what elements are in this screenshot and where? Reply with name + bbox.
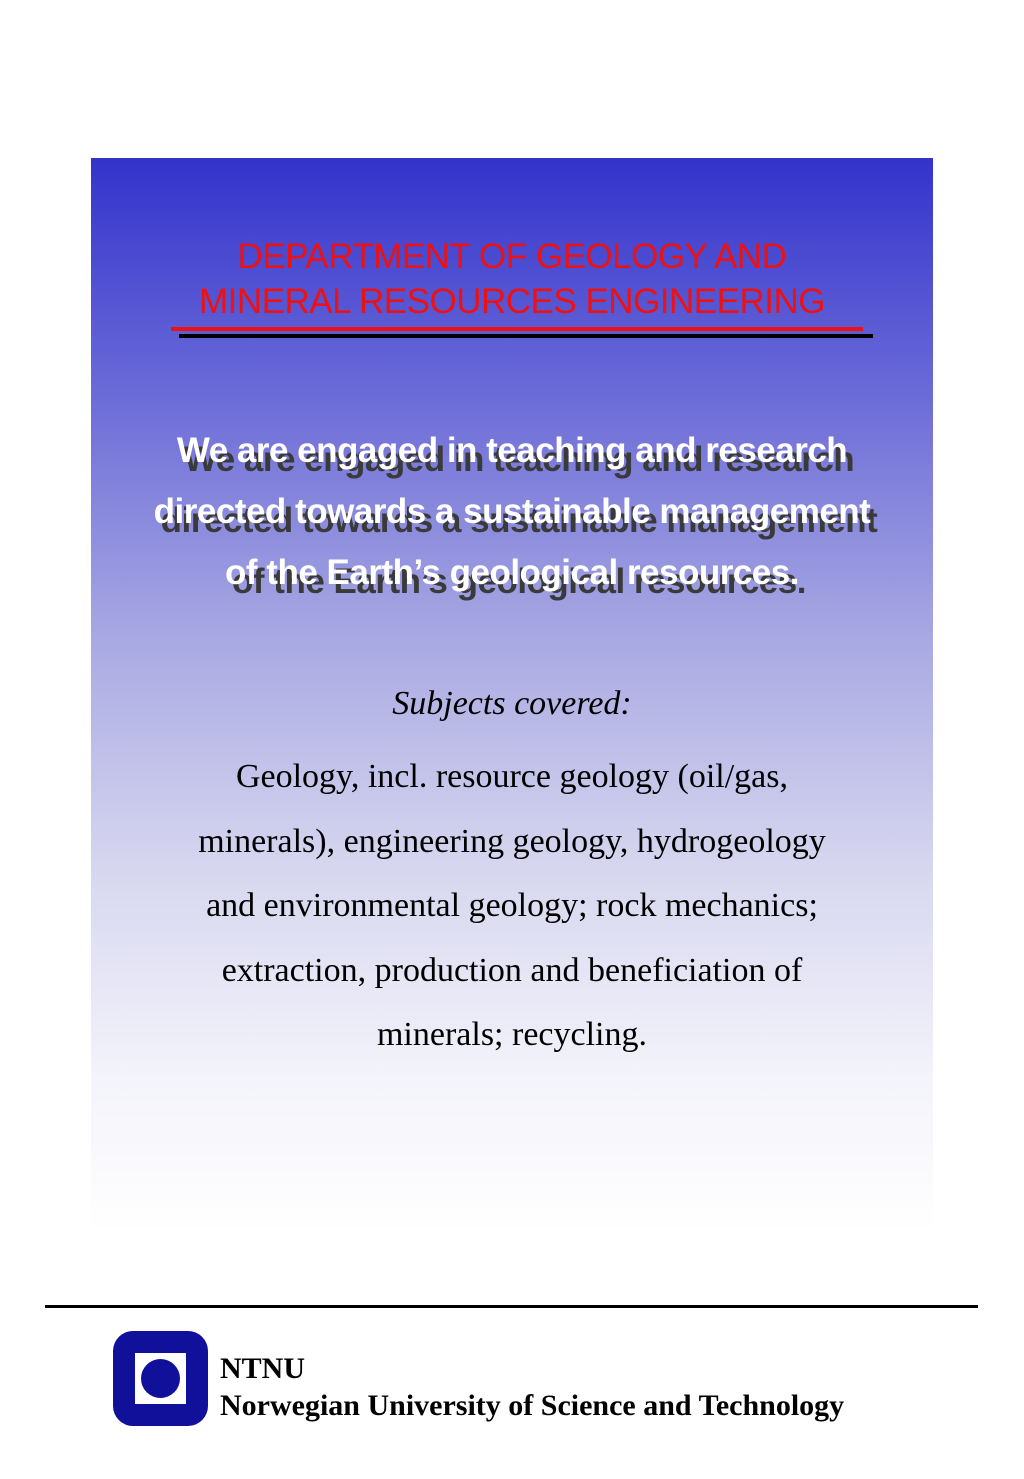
org-full-name: Norwegian University of Science and Technology: [220, 1389, 845, 1422]
subjects-line: extraction, production and beneficiation of: [221, 951, 803, 989]
content-panel: [91, 158, 933, 1232]
subjects-line: Geology, incl. resource geology (oil/gas,: [235, 758, 789, 795]
footer-organization: [220, 1350, 844, 1424]
footer-divider: [45, 1305, 978, 1308]
title-underline-red: [171, 327, 863, 331]
subjects-list: [91, 745, 933, 1068]
org-short-name: NTNU: [220, 1352, 306, 1385]
mission-statement: [91, 420, 933, 603]
logo-dot: [141, 1359, 180, 1398]
title-underline-black: [179, 334, 873, 338]
mission-line: We are engaged in teaching and research: [176, 431, 848, 470]
subjects-line: minerals; recycling.: [376, 1016, 647, 1053]
logo-square: [135, 1353, 186, 1404]
department-title-line: DEPARTMENT OF GEOLOGY AND: [237, 237, 787, 276]
mission-line: directed towards a sustainable management: [153, 492, 871, 531]
department-title: [91, 234, 933, 324]
subjects-line: minerals), engineering geology, hydrogeology: [198, 822, 826, 860]
department-title-line: MINERAL RESOURCES ENGINEERING: [199, 282, 825, 321]
subjects-line: and environmental geology; rock mechanics;: [206, 887, 818, 924]
ntnu-logo-icon: [113, 1331, 208, 1426]
mission-line: of the Earth’s geological resources.: [225, 553, 799, 592]
subjects-heading: Subjects covered:: [392, 685, 632, 722]
